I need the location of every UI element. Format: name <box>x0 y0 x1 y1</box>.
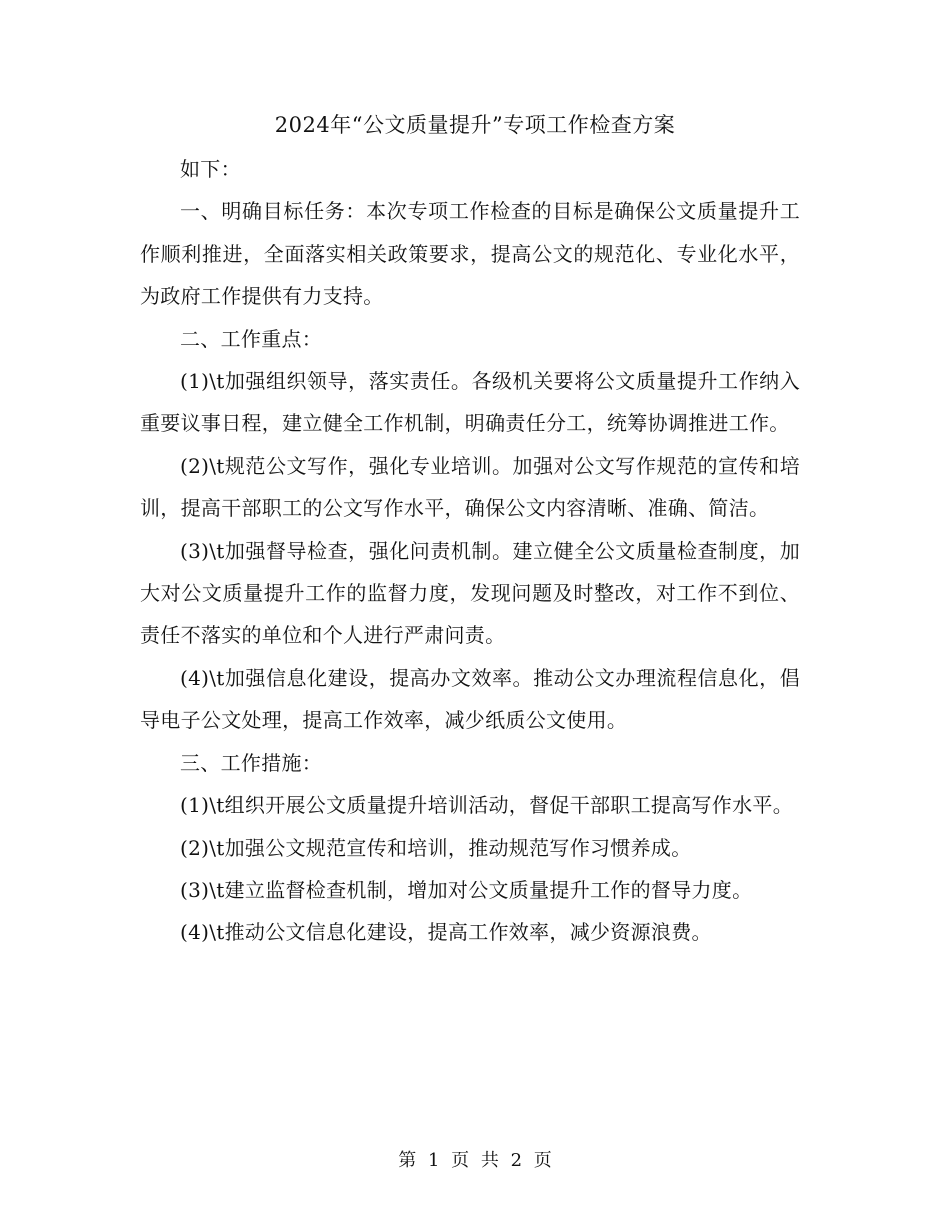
page-footer: 第 1 页 共 2 页 <box>398 1150 552 1171</box>
paragraph-measure-1: (1)\t组织开展公文质量提升培训活动，督促干部职工提高写作水平。 <box>180 793 794 818</box>
paragraph-focus-2: (2)\t规范公文写作，强化专业培训。加强对公文写作规范的宣传和培训，提高干部职工的公文写作水平，确保公文内容清晰、准确、简洁。 <box>140 453 800 521</box>
heading-section-2: 二、工作重点： <box>180 326 323 351</box>
document-body <box>140 148 800 954</box>
heading-section-3: 三、工作措施： <box>180 750 323 775</box>
paragraph-intro: 如下： <box>180 157 241 181</box>
paragraph-measure-2: (2)\t加强公文规范宣传和培训，推动规范写作习惯养成。 <box>180 835 692 860</box>
paragraph-measure-3: (3)\t建立监督检查机制，增加对公文质量提升工作的督导力度。 <box>180 877 753 902</box>
paragraph-measure-4: (4)\t推动公文信息化建设，提高工作效率，减少资源浪费。 <box>180 920 712 945</box>
document-title: 2024年“公文质量提升”专项工作检查方案 <box>274 113 676 137</box>
paragraph-focus-4: (4)\t加强信息化建设，提高办文效率。推动公文办理流程信息化，倡导电子公文处理，提高工作效率，减少纸质公文使用。 <box>140 665 800 733</box>
paragraph-focus-1: (1)\t加强组织领导，落实责任。各级机关要将公文质量提升工作纳入重要议事日程，建立健全工作机制，明确责任分工，统筹协调推进工作。 <box>140 369 800 436</box>
paragraph-section-1: 一、明确目标任务：本次专项工作检查的目标是确保公文质量提升工作顺利推进，全面落实相关政策要求，提高公文的规范化、专业化水平，为政府工作提供有力支持。 <box>140 199 800 309</box>
paragraph-focus-3: (3)\t加强督导检查，强化问责机制。建立健全公文质量检查制度，加大对公文质量提升工作的监督力度，发现问题及时整改，对工作不到位、责任不落实的单位和个人进行严肃问责。 <box>140 538 800 648</box>
